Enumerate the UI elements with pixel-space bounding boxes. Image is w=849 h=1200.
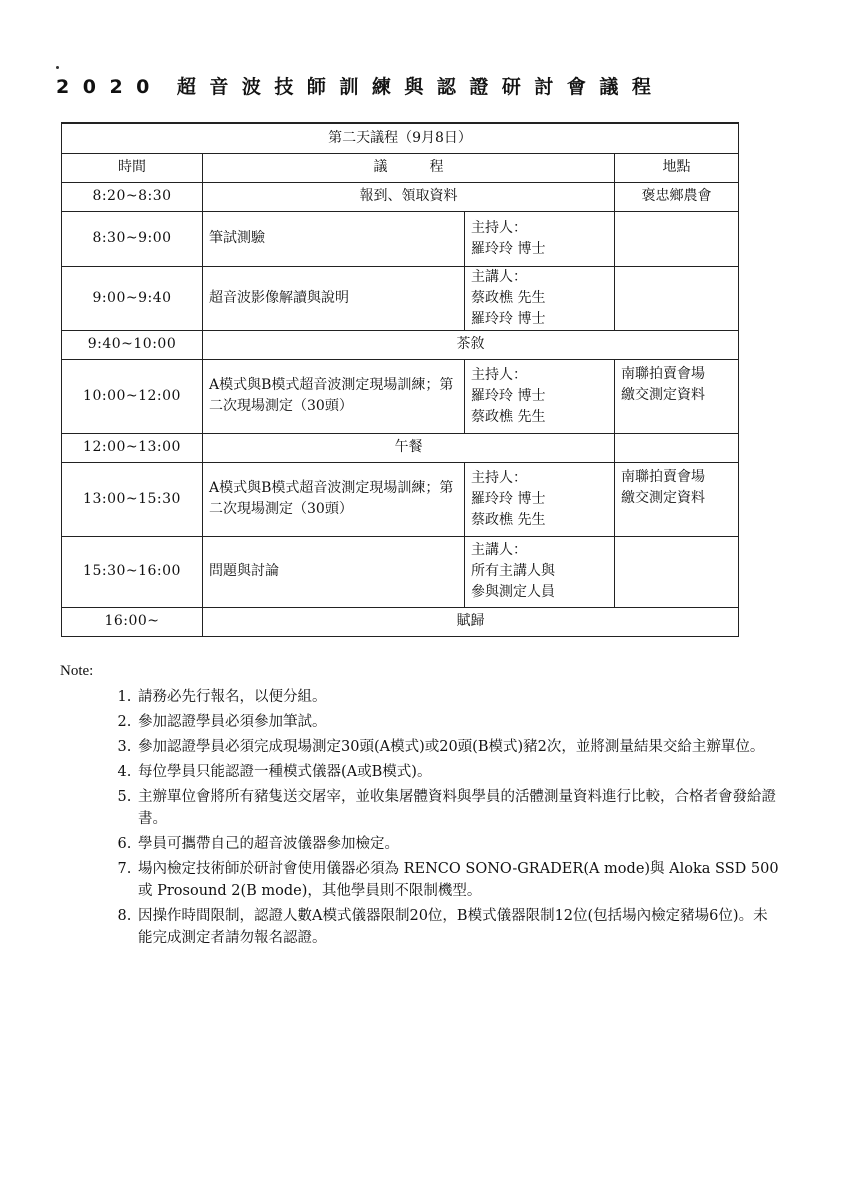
title-text: 超音波技師訓練與認證研討會議程 bbox=[176, 76, 665, 98]
notes-list bbox=[60, 686, 780, 949]
time-cell: 8:20~8:30 bbox=[62, 182, 203, 211]
notes-section bbox=[60, 663, 780, 952]
people-cell: 主講人： 蔡政樵 先生 羅玲玲 博士 bbox=[465, 266, 615, 330]
day-header: 第二天議程（9月8日） bbox=[62, 123, 739, 153]
time-cell: 13:00~15:30 bbox=[62, 462, 203, 536]
page-title bbox=[56, 72, 796, 99]
agenda-merged-cell: 茶敘 bbox=[203, 330, 739, 359]
note-item: 2. 參加認證學員必須參加筆試。 bbox=[136, 711, 780, 733]
table-row bbox=[62, 266, 739, 330]
people-cell: 主持人： 羅玲玲 博士 bbox=[465, 211, 615, 266]
people-cell: 主講人： 所有主講人與 參與測定人員 bbox=[465, 536, 615, 607]
day-header-row bbox=[62, 123, 739, 153]
table-row bbox=[62, 462, 739, 536]
note-item: 5. 主辦單位會將所有豬隻送交屠宰，並收集屠體資料與學員的活體測量資料進行比較，合格者會發給證書。 bbox=[136, 786, 780, 830]
time-cell: 16:00~ bbox=[62, 607, 203, 636]
place-cell bbox=[615, 266, 739, 330]
table-row bbox=[62, 359, 739, 433]
note-item: 4. 每位學員只能認證一種模式儀器(A或B模式)。 bbox=[136, 761, 780, 783]
place-cell: 褒忠鄉農會 bbox=[615, 182, 739, 211]
col-header-place: 地點 bbox=[615, 153, 739, 182]
table-row bbox=[62, 607, 739, 636]
agenda-merged-cell: 賦歸 bbox=[203, 607, 739, 636]
col-header-agenda: 議 程 bbox=[203, 153, 615, 182]
note-item: 7. 場內檢定技術師於研討會使用儀器必須為 RENCO SONO-GRADER(A mode)與 Aloka SSD 500 或 Prosound 2(B mode)，其他學員則不限制機型。 bbox=[136, 858, 780, 902]
people-cell: 主持人： 羅玲玲 博士 蔡政樵 先生 bbox=[465, 462, 615, 536]
table-row bbox=[62, 433, 739, 462]
topic-cell: 筆試測驗 bbox=[203, 211, 465, 266]
time-cell: 15:30~16:00 bbox=[62, 536, 203, 607]
time-cell: 10:00~12:00 bbox=[62, 359, 203, 433]
topic-cell: 超音波影像解讀與說明 bbox=[203, 266, 465, 330]
notes-label: Note: bbox=[60, 663, 94, 679]
place-cell bbox=[615, 536, 739, 607]
agenda-merged-cell: 報到、領取資料 bbox=[203, 182, 615, 211]
place-cell bbox=[615, 211, 739, 266]
place-cell bbox=[615, 433, 739, 462]
time-cell: 12:00~13:00 bbox=[62, 433, 203, 462]
topic-cell: 問題與討論 bbox=[203, 536, 465, 607]
time-cell: 9:00~9:40 bbox=[62, 266, 203, 330]
scan-speck bbox=[56, 66, 59, 69]
agenda-merged-cell: 午餐 bbox=[203, 433, 615, 462]
note-item: 8. 因操作時間限制，認證人數A模式儀器限制20位，B模式儀器限制12位(包括場內檢定豬場6位)。未能完成測定者請勿報名認證。 bbox=[136, 905, 780, 949]
note-item: 1. 請務必先行報名，以便分組。 bbox=[136, 686, 780, 708]
time-cell: 9:40~10:00 bbox=[62, 330, 203, 359]
place-cell: 南聯拍賣會場 繳交測定資料 bbox=[615, 462, 739, 536]
topic-cell: A模式與B模式超音波測定現場訓練；第二次現場測定（30頭） bbox=[203, 359, 465, 433]
note-item: 3. 參加認證學員必須完成現場測定30頭(A模式)或20頭(B模式)豬2次，並將測量結果交給主辦單位。 bbox=[136, 736, 780, 758]
place-cell: 南聯拍賣會場 繳交測定資料 bbox=[615, 359, 739, 433]
table-row bbox=[62, 211, 739, 266]
table-row bbox=[62, 330, 739, 359]
table-row bbox=[62, 182, 739, 211]
agenda-table bbox=[61, 122, 739, 637]
column-header-row bbox=[62, 153, 739, 182]
topic-cell: A模式與B模式超音波測定現場訓練；第二次現場測定（30頭） bbox=[203, 462, 465, 536]
time-cell: 8:30~9:00 bbox=[62, 211, 203, 266]
title-year: 2020 bbox=[56, 76, 163, 98]
people-cell: 主持人： 羅玲玲 博士 蔡政樵 先生 bbox=[465, 359, 615, 433]
note-item: 6. 學員可攜帶自己的超音波儀器參加檢定。 bbox=[136, 833, 780, 855]
table-row bbox=[62, 536, 739, 607]
col-header-time: 時間 bbox=[62, 153, 203, 182]
